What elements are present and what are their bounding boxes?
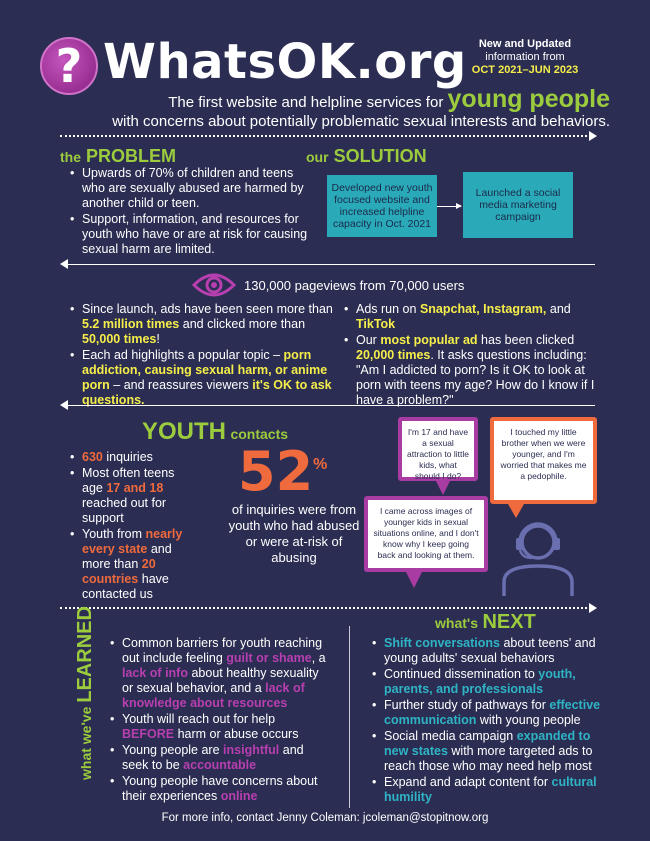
ads-item <box>342 302 612 332</box>
divider-arrow-left <box>62 264 595 265</box>
text: . It asks questions including: "Am I addicted to porn? Is it OK to look at porn with teens my age? How do I know if I have a problem?" <box>356 348 595 407</box>
text: Most often teens age <box>82 466 175 495</box>
text: Youth from <box>82 527 142 541</box>
highlight: cultural humility <box>384 775 597 804</box>
text: Young people have concerns about their experiences <box>122 774 318 803</box>
pageviews-stat: 130,000 pageviews from 70,000 users <box>244 278 465 293</box>
solution-box-social: Launched a social media marketing campaign <box>463 172 573 238</box>
divider-arrow-right <box>60 607 595 609</box>
text: Young people are <box>122 743 220 757</box>
text: reached out for support <box>82 496 167 525</box>
stat-unit: % <box>313 456 328 473</box>
text: , a <box>311 651 326 665</box>
quote-bubble-1 <box>398 417 478 481</box>
text: Ads run on <box>356 302 417 316</box>
ads-list-right <box>342 302 612 409</box>
text: Social media campaign <box>384 729 514 743</box>
updated-notice <box>440 38 610 77</box>
learned-item <box>108 774 330 804</box>
quote-bubble-2 <box>490 417 597 504</box>
youth-item <box>68 527 194 602</box>
problem-heading-big: PROBLEM <box>86 146 177 166</box>
problem-item: • Upwards of 70% of children and teens who are sexually abused are harmed by another child or teen. <box>68 166 308 211</box>
highlight: 630 <box>82 450 103 464</box>
highlight: lack of knowledge about resources <box>122 681 305 710</box>
logo-question-mark-icon <box>40 37 98 95</box>
text: inquiries <box>106 450 153 464</box>
learned-heading-small: what we've <box>78 706 94 780</box>
text: with more targeted ads to reach those who may need help most <box>384 744 593 773</box>
ads-list-left <box>68 302 336 409</box>
next-heading <box>435 611 536 634</box>
highlight: effective communication <box>384 698 601 727</box>
problem-heading-small: the <box>60 149 81 165</box>
quote-text: I came across images of younger kids in sexual situations online, and I don't know why I keep going back and looking at them. <box>373 506 479 560</box>
highlight: Snapchat, Instagram, <box>419 302 547 316</box>
text: Youth will reach out for help <box>122 712 276 726</box>
highlight: 20 countries <box>82 557 156 586</box>
text: and <box>549 302 571 316</box>
tagline-line-2: with concerns about potentially problematic sexual interests and behaviors. <box>112 113 610 130</box>
text: Since launch, ads have been seen more than <box>82 302 333 316</box>
learned-heading <box>74 606 97 780</box>
text: Continued dissemination to <box>384 667 535 681</box>
logo-mark: ? <box>55 39 83 93</box>
highlight: BEFORE <box>122 727 175 741</box>
next-item <box>370 729 616 774</box>
solution-heading <box>306 146 427 167</box>
youth-heading-big: YOUTH <box>142 418 226 445</box>
text: Expand and adapt content for <box>384 775 549 789</box>
divider-arrow-right <box>60 135 595 137</box>
text: – and reassures viewers <box>113 378 249 392</box>
youth-stat <box>238 440 328 503</box>
text: and more than <box>82 542 172 571</box>
learned-item <box>108 743 330 773</box>
text: harm or abuse occurs <box>177 727 299 741</box>
highlight: youth, parents, and professionals <box>384 667 576 696</box>
youth-heading-small: contacts <box>230 426 289 442</box>
text: has been clicked <box>481 333 575 347</box>
next-item <box>370 775 616 805</box>
column-divider <box>349 626 350 808</box>
quote-text: I'm 17 and have a sexual attraction to little kids, what should I do? <box>407 427 469 481</box>
text: and seek to be <box>122 743 304 772</box>
text: about teens' and young adults' sexual behaviors <box>384 636 596 665</box>
text: Each ad highlights a popular topic – <box>82 348 281 362</box>
solution-heading-small: our <box>306 149 329 165</box>
highlight: 17 and 18 <box>106 481 164 495</box>
ads-item <box>342 333 612 408</box>
highlight: online <box>220 789 258 803</box>
text: about healthy sexuality or sexual behavior, and a <box>122 666 319 695</box>
learned-item <box>108 636 330 711</box>
youth-item <box>68 450 194 465</box>
highlight: it's OK to ask questions. <box>82 378 332 407</box>
text: with young people <box>479 713 581 727</box>
highlight: 50,000 times <box>82 332 157 346</box>
tagline-text: The first website and helpline services for <box>168 94 444 111</box>
eye-icon <box>192 271 236 299</box>
problem-heading <box>60 146 176 167</box>
tagline <box>20 85 630 131</box>
learned-heading-big: LEARNED <box>74 606 96 703</box>
updated-date-range: OCT 2021–JUN 2023 <box>471 64 579 76</box>
text: Further study of pathways for <box>384 698 546 712</box>
quote-text: I touched my little brother when we were younger, and I'm worried that makes me a pedophile. <box>500 427 587 481</box>
stat-value: 52 <box>238 440 314 503</box>
updated-line-1: New and Updated <box>478 38 572 50</box>
bubble-tail <box>436 481 450 495</box>
next-heading-small: what's <box>435 615 479 631</box>
highlight: Shift conversations <box>384 636 500 650</box>
highlight: most popular ad <box>380 333 478 347</box>
next-item <box>370 667 616 697</box>
next-heading-big: NEXT <box>482 611 536 633</box>
headset-person-icon <box>496 512 580 596</box>
footer-contact[interactable]: For more info, contact Jenny Coleman: jcoleman@stopitnow.org <box>161 812 489 824</box>
next-list <box>370 636 616 806</box>
learned-list <box>108 636 330 805</box>
logo-text[interactable]: WhatsOK.org <box>103 34 467 90</box>
highlight: insightful <box>223 743 280 757</box>
stat-caption: of inquiries were from youth who had abused or were at-risk of abusing <box>228 502 360 565</box>
solution-arrow-head <box>456 203 462 209</box>
ads-item <box>68 348 336 408</box>
solution-box-website: Developed new youth focused website and increased helpline capacity in Oct. 2021 <box>327 175 437 237</box>
ads-item <box>68 302 336 347</box>
problem-list <box>68 166 308 258</box>
next-item <box>370 636 616 666</box>
highlight: accountable <box>183 758 257 772</box>
text: have contacted us <box>82 572 169 601</box>
quote-bubble-3 <box>364 496 488 572</box>
text: Our <box>356 333 377 347</box>
youth-item <box>68 466 194 526</box>
learned-item <box>108 712 330 742</box>
highlight: lack of info <box>122 666 188 680</box>
bubble-tail <box>406 572 422 588</box>
highlight: TikTok <box>356 317 396 331</box>
text: and clicked more than <box>182 317 306 331</box>
updated-line-2: information from <box>485 51 565 63</box>
next-item <box>370 698 616 728</box>
highlight: expanded to new states <box>384 729 591 758</box>
problem-item: • Support, information, and resources for youth who have or are at risk for causing sexual harm are limited. <box>68 212 308 257</box>
highlight: porn addiction, causing sexual harm, or anime porn <box>82 348 328 392</box>
highlight: 20,000 times <box>356 348 431 362</box>
tagline-highlight: young people <box>447 85 610 113</box>
highlight: 5.2 million times <box>82 317 180 331</box>
text: ! <box>156 332 160 346</box>
highlight: nearly every state <box>82 527 183 556</box>
highlight: guilt or shame <box>226 651 312 665</box>
text: Common barriers for youth reaching out include feeling <box>122 636 323 665</box>
divider-arrow-left <box>62 405 595 406</box>
solution-heading-big: SOLUTION <box>333 146 427 166</box>
youth-list <box>68 450 194 603</box>
